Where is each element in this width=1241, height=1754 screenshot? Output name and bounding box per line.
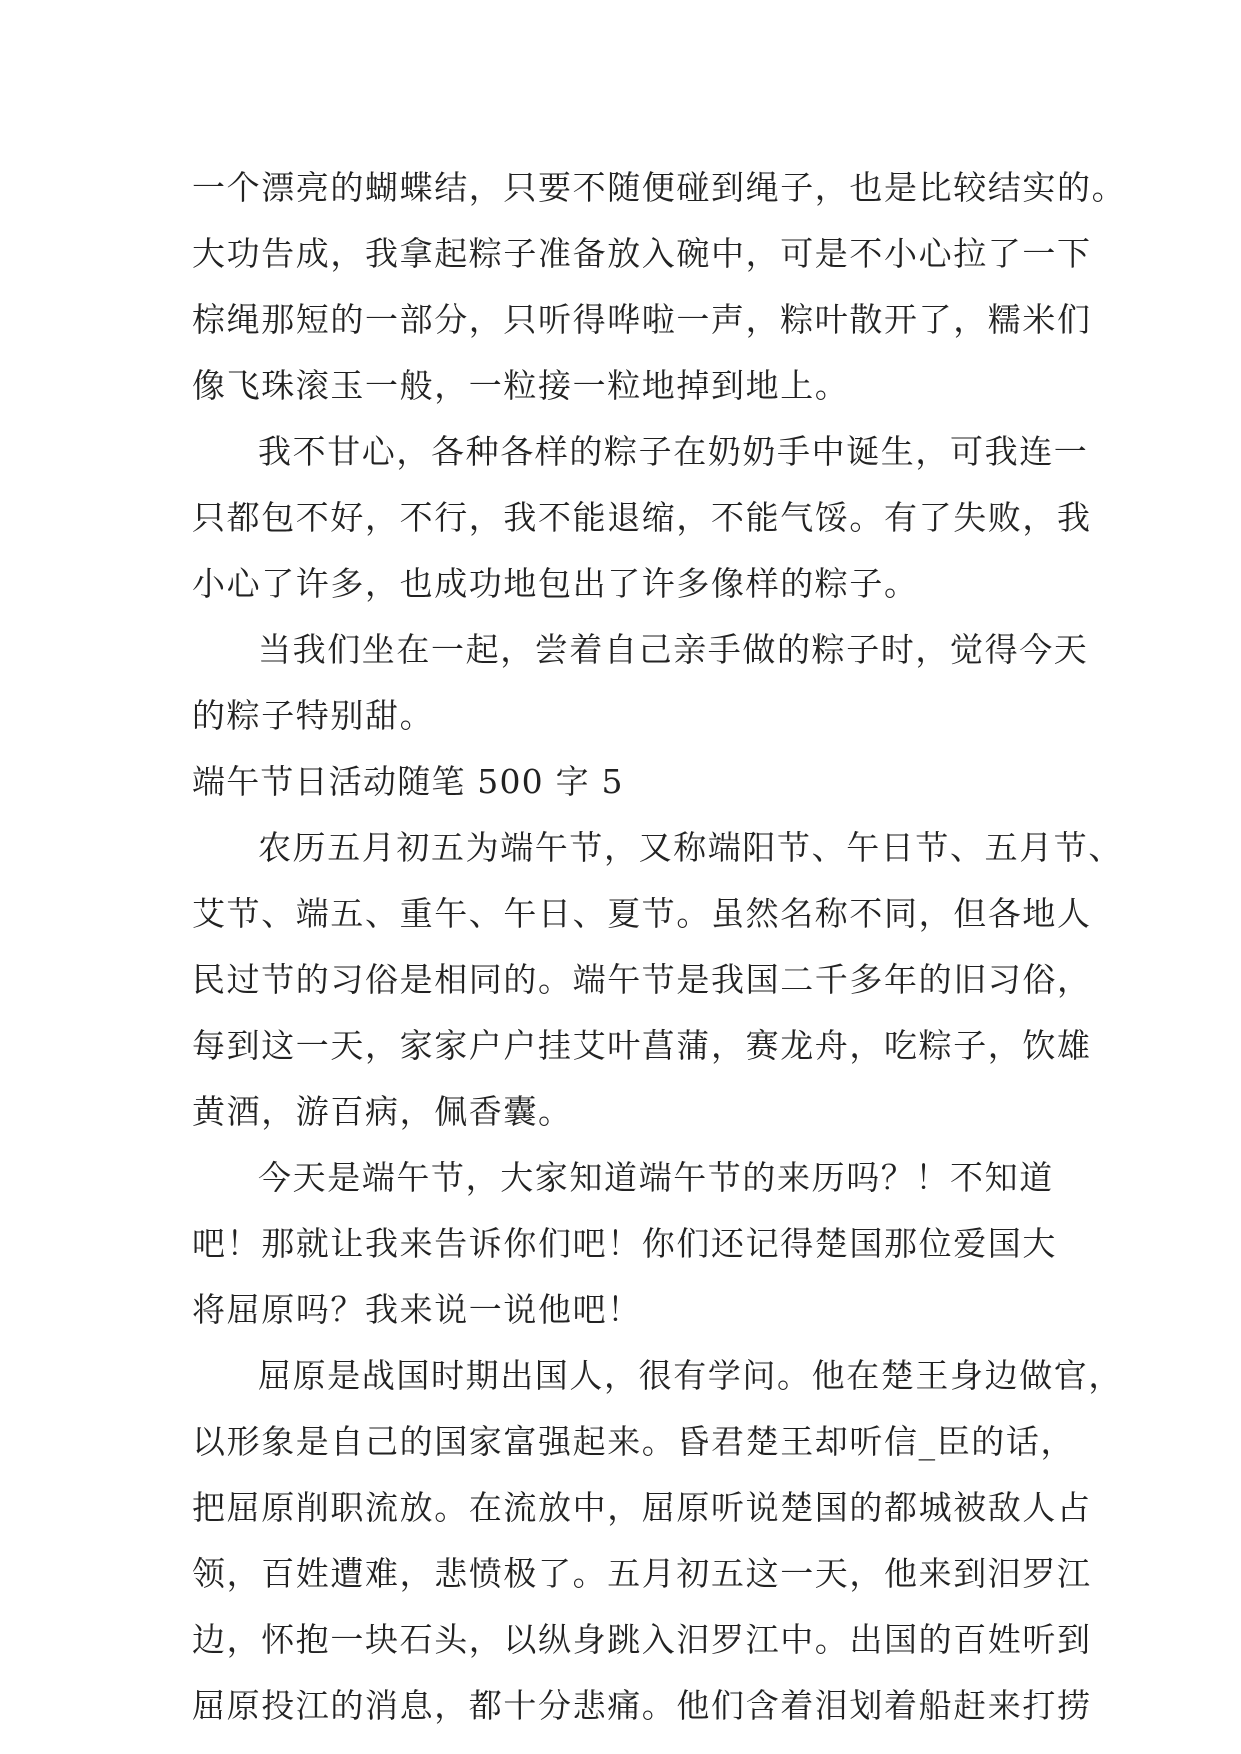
section-heading: 端午节日活动随笔 500 字 5 (192, 762, 624, 801)
text-line: 的粽子特别甜。 (192, 696, 435, 735)
text-line: 吧！那就让我来告诉你们吧！你们还记得楚国那位爱国大 (192, 1224, 1057, 1263)
text-line: 以形象是自己的国家富强起来。昏君楚王却听信_臣的话， (192, 1422, 1076, 1461)
text-line: 领，百姓遭难，悲愤极了。五月初五这一天，他来到汨罗江 (192, 1554, 1092, 1593)
text-line: 小心了许多，也成功地包出了许多像样的粽子。 (192, 564, 919, 603)
text-line: 屈原投江的消息，都十分悲痛。他们含着泪划着船赶来打捞 (192, 1686, 1092, 1725)
paragraph-first-line: 当我们坐在一起，尝着自己亲手做的粽子时，觉得今天 (258, 630, 1089, 669)
text-line: 大功告成，我拿起粽子准备放入碗中，可是不小心拉了一下 (192, 234, 1092, 273)
text-line: 棕绳那短的一部分，只听得哗啦一声，粽叶散开了，糯米们 (192, 300, 1092, 339)
text-line: 艾节、端五、重午、午日、夏节。虽然名称不同，但各地人 (192, 894, 1092, 933)
text-line: 民过节的习俗是相同的。端午节是我国二千多年的旧习俗， (192, 960, 1092, 999)
text-line: 把屈原削职流放。在流放中，屈原听说楚国的都城被敌人占 (192, 1488, 1092, 1527)
text-line: 一个漂亮的蝴蝶结，只要不随便碰到绳子，也是比较结实的。 (192, 168, 1127, 207)
text-line: 像飞珠滚玉一般，一粒接一粒地掉到地上。 (192, 366, 850, 405)
paragraph-first-line: 今天是端午节，大家知道端午节的来历吗？！不知道 (258, 1158, 1054, 1197)
paragraph-first-line: 我不甘心，各种各样的粽子在奶奶手中诞生，可我连一 (258, 432, 1089, 471)
paragraph-first-line: 农历五月初五为端午节，又称端阳节、午日节、五月节、 (258, 828, 1123, 867)
document-page (192, 155, 1127, 1739)
text-line: 只都包不好，不行，我不能退缩，不能气馁。有了失败，我 (192, 498, 1092, 537)
paragraph-first-line: 屈原是战国时期出国人，很有学问。他在楚王身边做官， (258, 1356, 1123, 1395)
text-line: 边，怀抱一块石头，以纵身跳入汨罗江中。出国的百姓听到 (192, 1620, 1092, 1659)
text-line: 每到这一天，家家户户挂艾叶菖蒲，赛龙舟，吃粽子，饮雄 (192, 1026, 1092, 1065)
text-line: 将屈原吗？我来说一说他吧！ (192, 1290, 642, 1329)
text-line: 黄酒，游百病，佩香囊。 (192, 1092, 573, 1131)
